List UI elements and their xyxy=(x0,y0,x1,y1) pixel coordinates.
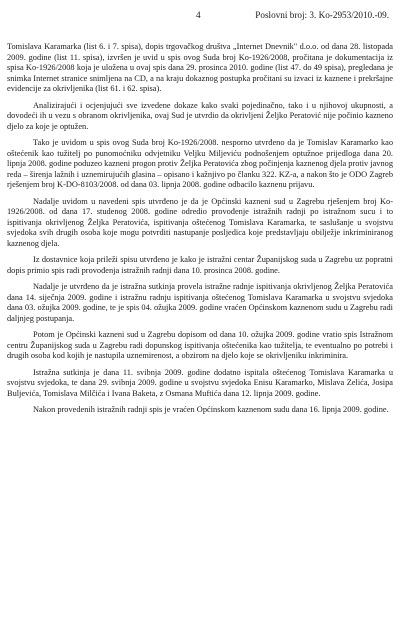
paragraph-evidence-list: Tomislava Karamarka (list 6. i 7. spisa), dopis trgovačkog društva „Internet Dnevnik" d.o.o. od dana 28. listopada 2009. godine (list 11. spisa), izvršen je uvid u spis ovog Suda broj Ko-1926/2008, pročitana je dokumentacija iz spisa Ko-1926/2008 koja je uložena u ovaj spis dana 29. prosinca 2010. godine (list 47. do 49 spisa), pregledana je snimka Internet stranice snimljena na CD, a na kraju dokaznog postupka pročitani su izvaci iz kaznene i prekršajne evidencije za okrivljenika (list 61. i 62. spisa). xyxy=(7,42,393,93)
page-header xyxy=(0,8,400,22)
document-body xyxy=(7,42,393,421)
paragraph-investigation-order: Nadalje uvidom u navedeni spis utvrđeno je da je Općinski kazneni sud u Zagrebu rješenjem broj Ko-1926/2008. od dana 17. studenog 2008. godine odredio provođenje istražnih radnji po istražnom sucu i to ispitivanja okrivljenog Željka Peratovića, ispitivanja oštećenog Tomislava Karamarka, te saslušanje u svojstvu svjedoka svih drugih osoba koje mogu potvrditi nastupanje posljedica koje predstavljaju obilježje inkriminiranog kaznenog djela. xyxy=(7,196,393,248)
paragraph-delivery-note: Iz dostavnice koja prileži spisu utvrđeno je kako je istražni centar Županijskog suda u Zagrebu uz popratni dopis primio spis radi provođenja istražnih radnji dana 10. prosinca 2008. godine. xyxy=(7,255,393,275)
paragraph-witness-hearings: Istražna sutkinja je dana 11. svibnja 2009. godine dodatno ispitala oštećenog Tomislava Karamarka u svojstvu svjedoka, te dana 29. svibnja 2009. godine u svojstvu svjedoka Enisu Karamarko, Mislava Zelića, Josipa Buljevića, Tomislava Milčića i Ivana Baketa, z Osmana Muftića dana 12. lipnja 2009. godine. xyxy=(7,367,393,398)
case-reference: Poslovni broj: 3. Ko-2953/2010.-09. xyxy=(255,10,389,20)
paragraph-file-returned: Nakon provedenih istražnih radnji spis je vraćen Općinskom kaznenom sudu dana 16. lipnja 2009. godine. xyxy=(33,405,389,414)
page-number: 4 xyxy=(196,10,201,20)
paragraph-analysis: Analizirajući i ocjenjujući sve izvedene dokaze kako svaki pojedinačno, tako i u njihovoj ukupnosti, a dovodeći ih u vezu s obranom okrivljenika, ovaj Sud je utvrdio da okrivljeni Željko Peratović nije počinio kazneno djelo za koje je optužen. xyxy=(7,100,393,131)
paragraph-return-of-file: Potom je Općinski kazneni sud u Zagrebu dopisom od dana 10. ožujka 2009. godine vratio spis Istražnom centru Županijskog suda u Zagrebu radi dopunskog ispitivanja oštećenika kao tužitelja, te eventualno po potrebi i drugih osoba kod kojih je nastupila uznemirenost, a obzirom na djelo koje se okrivljeniku inkriminira. xyxy=(7,330,393,360)
paragraph-case-review: Tako je uvidom u spis ovog Suda broj Ko-1926/2008. nesporno utvrđeno da je Tomislav Karamarko kao oštećenik kao tužitelj po punomoćniku odvjetniku Veljku Miljeviću podnošenjem optužnoe prijedloga dana 20. lipnja 2008. godine poduzeo kazneni progon protiv Željka Peratovića zbog počinjenja kaznenog djela protiv javnog reda – širenja lažnih i uznemirujućih glasina – opisano i kažnjivo po članku 322. KZ-a, a nakon što je ODO Zagreb rješenjem broj K-DO-8103/2008. od dana 03. lipnja 2008. godine odbacilo kaznenu prijavu. xyxy=(7,138,393,189)
paragraph-interrogation: Nadalje je utvrđeno da je istražna sutkinja provela istražne radnje ispitivanja okrivljenog Željka Peratovića dana 14. siječnja 2009. godine i istražnu radnju ispitivanja oštećenog Tomislava Karamarka u svojstvu svjedoka dana 03. ožujka 2009. godine, te je spis 04. ožujka 2009. godine vraćen Općinskom kaznenom sudu u Zagrebu radi daljnjeg postupanja. xyxy=(7,282,393,323)
